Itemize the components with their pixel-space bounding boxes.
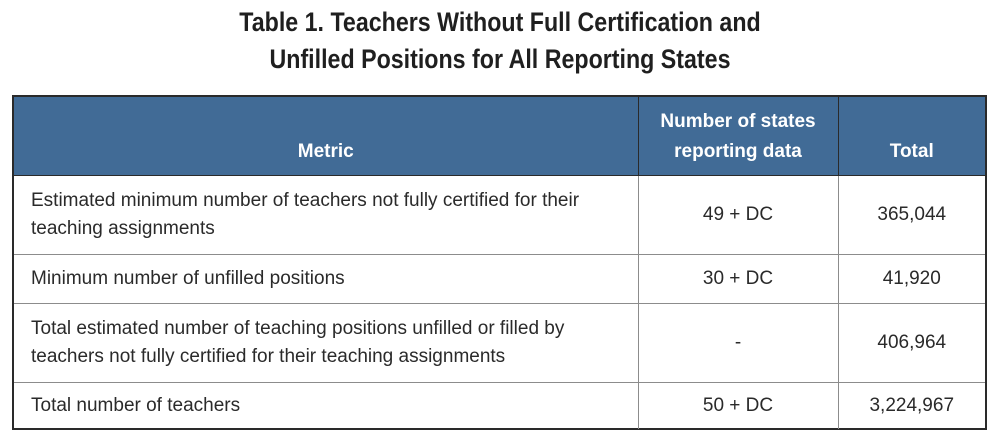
table-row <box>14 303 985 382</box>
metric-cell: Estimated minimum number of teachers not fully certified for their teaching assignments <box>14 175 638 254</box>
header-metric: Metric <box>14 97 638 175</box>
table-title-line-2: Unfilled Positions for All Reporting States <box>269 44 731 74</box>
metric-cell: Minimum number of unfilled positions <box>14 254 638 303</box>
states-cell: 30 + DC <box>638 254 838 303</box>
data-table <box>14 97 985 429</box>
data-table-container <box>12 95 987 430</box>
states-cell: 49 + DC <box>638 175 838 254</box>
metric-cell: Total number of teachers <box>14 382 638 429</box>
header-total: Total <box>838 97 985 175</box>
states-cell: 50 + DC <box>638 382 838 429</box>
total-cell: 41,920 <box>838 254 985 303</box>
table-row <box>14 254 985 303</box>
total-cell: 3,224,967 <box>869 394 955 416</box>
header-states-reporting: Number of states reporting data <box>638 97 838 175</box>
total-cell: 365,044 <box>838 175 985 254</box>
table-title-line-1: Table 1. Teachers Without Full Certification and <box>239 7 761 37</box>
table-row <box>14 382 985 429</box>
table-header-row <box>14 97 985 175</box>
table-title <box>70 4 930 78</box>
metric-cell: Total estimated number of teaching positions unfilled or filled by teachers not fully certified for their teaching assignments <box>14 303 638 382</box>
states-cell: - <box>638 303 838 382</box>
table-row <box>14 175 985 254</box>
total-cell: 406,964 <box>838 303 985 382</box>
